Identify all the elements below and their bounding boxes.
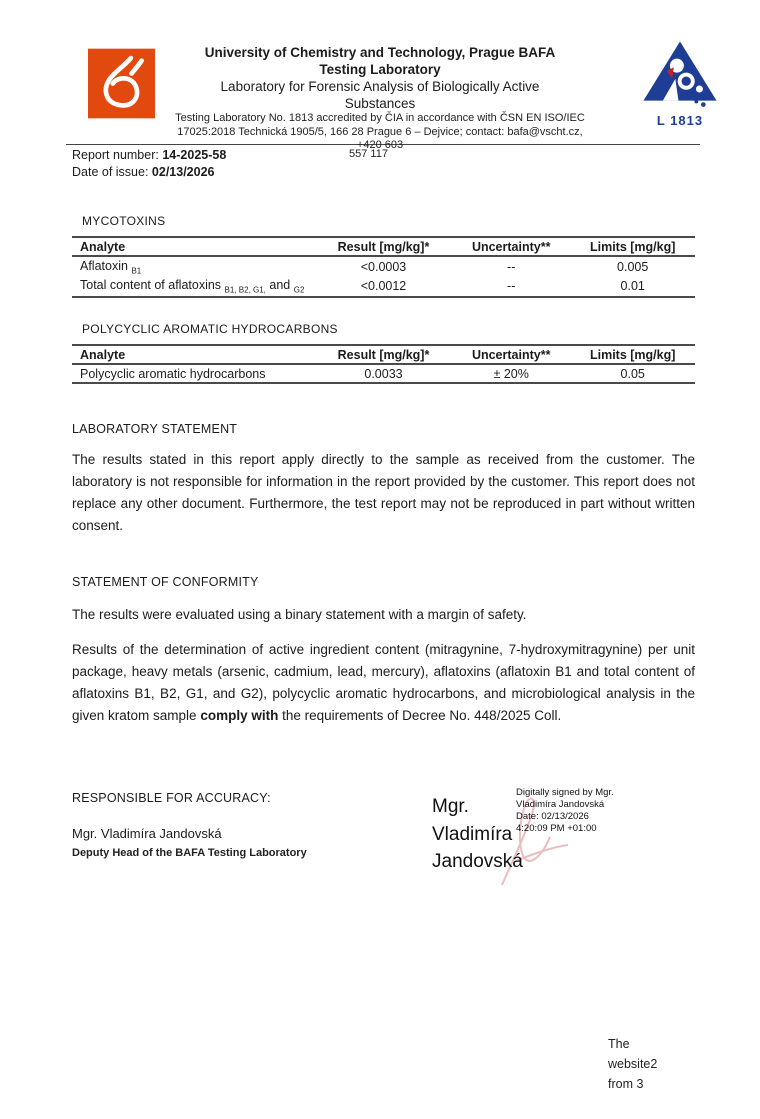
date-of-issue-value: 02/13/2026 bbox=[151, 164, 215, 179]
table-row bbox=[72, 364, 695, 383]
column-header-uncertainty: Uncertainty** bbox=[452, 345, 570, 364]
footer-line: from 3 bbox=[608, 1077, 644, 1091]
analyte-subscript: G2 bbox=[293, 285, 305, 295]
laboratory-statement-body: The results stated in this report apply directly to the sample as received from the customer. The laboratory is not responsible for information in the report provided by the customer. This report does not replace any other document. Furthermore, the test report may not be reproduced in part without written consent. bbox=[72, 452, 695, 533]
uncertainty-cell: -- bbox=[452, 277, 570, 298]
lab-title-line1: Laboratory for Forensic Analysis of Biologically Active bbox=[220, 79, 540, 94]
responsible-heading: RESPONSIBLE FOR ACCURACY: bbox=[72, 791, 271, 805]
column-header-uncertainty: Uncertainty** bbox=[452, 237, 570, 256]
table-header-row bbox=[72, 345, 695, 364]
mycotoxins-section-title: MYCOTOXINS bbox=[82, 214, 166, 228]
mycotoxins-table bbox=[72, 236, 695, 298]
table-row bbox=[72, 277, 695, 298]
date-of-issue-label: Date of issue: bbox=[72, 164, 149, 179]
header-titles bbox=[175, 44, 585, 153]
date-of-issue-line bbox=[72, 164, 695, 181]
conformity-statement-title: STATEMENT OF CONFORMITY bbox=[72, 575, 259, 589]
result-cell: <0.0003 bbox=[360, 259, 407, 274]
cia-accreditation-logo-icon bbox=[641, 40, 719, 110]
page-footer bbox=[608, 1034, 657, 1094]
conformity-body-after: the requirements of Decree No. 448/2025 Coll. bbox=[278, 708, 562, 723]
org-title-line2: Testing Laboratory bbox=[319, 62, 441, 77]
analyte-subscript: B1, B2, G1, bbox=[224, 285, 266, 295]
column-header-result: Result [mg/kg]* bbox=[315, 345, 452, 364]
digital-details-line: 4:20:09 PM +01:00 bbox=[516, 823, 597, 834]
table-row bbox=[72, 256, 695, 277]
analyte-cell bbox=[72, 277, 315, 298]
digital-name-line: Vladimíra bbox=[432, 823, 513, 845]
uncertainty-cell: ± 20% bbox=[452, 364, 570, 383]
org-title-line1: University of Chemistry and Technology, Prague BAFA bbox=[204, 45, 556, 60]
digital-name-line: Jandovská bbox=[432, 851, 523, 872]
report-body bbox=[72, 214, 695, 911]
uct-prague-logo-icon bbox=[88, 48, 155, 119]
report-page bbox=[0, 44, 760, 1119]
column-header-analyte: Analyte bbox=[72, 345, 315, 364]
laboratory-statement-title: LABORATORY STATEMENT bbox=[72, 422, 238, 436]
conformity-intro: The results were evaluated using a binary statement with a margin of safety. bbox=[72, 607, 527, 622]
footer-line: The bbox=[608, 1037, 630, 1051]
phone-continuation: 557 117 bbox=[349, 148, 388, 160]
footer-line: website2 bbox=[608, 1057, 658, 1071]
cia-accreditation-mark bbox=[636, 40, 724, 128]
analyte-name-mid: and bbox=[269, 278, 291, 292]
digital-details-line: Digitally signed by Mgr. bbox=[516, 787, 614, 798]
signatory-name: Mgr. Vladimíra Jandovská bbox=[72, 826, 222, 841]
conformity-body-bold: comply with bbox=[200, 708, 279, 723]
pah-table bbox=[72, 344, 695, 384]
report-number-value: 14-2025-58 bbox=[162, 148, 227, 162]
report-header bbox=[0, 44, 760, 151]
accreditation-line2: 17025:2018 Technická 1905/5, 166 28 Prague 6 – Dejvice; contact: bafa@vscht.cz, +420 603 bbox=[177, 125, 583, 151]
analyte-name: Polycyclic aromatic hydrocarbons bbox=[80, 366, 266, 381]
digital-details-line: Vladimíra Jandovská bbox=[516, 799, 605, 810]
accreditation-line1: Testing Laboratory No. 1813 accredited by ČIA in accordance with ČSN EN ISO/IEC bbox=[175, 112, 585, 124]
report-meta bbox=[72, 147, 695, 180]
digital-name-line: Mgr. bbox=[432, 796, 469, 817]
analyte-cell bbox=[72, 364, 315, 383]
limit-cell: 0.05 bbox=[570, 364, 695, 383]
signatory-role: Deputy Head of the BAFA Testing Laboratory bbox=[72, 847, 307, 859]
analyte-cell bbox=[72, 256, 315, 277]
cia-mark-number: L 1813 bbox=[656, 113, 704, 128]
column-header-limits: Limits [mg/kg] bbox=[570, 345, 695, 364]
result-cell: <0.0012 bbox=[315, 277, 452, 298]
column-header-analyte: Analyte bbox=[72, 237, 315, 256]
digital-details-line: Date: 02/13/2026 bbox=[516, 811, 589, 822]
limit-cell: 0.01 bbox=[570, 277, 695, 298]
column-header-limits: Limits [mg/kg] bbox=[570, 237, 695, 256]
digital-signature-details bbox=[516, 787, 656, 835]
report-number-label: Report number: bbox=[72, 148, 159, 162]
pah-section-title: POLYCYCLIC AROMATIC HYDROCARBONS bbox=[82, 322, 338, 336]
result-cell: 0.0033 bbox=[315, 364, 452, 383]
analyte-name: Aflatoxin bbox=[80, 258, 128, 273]
analyte-subscript: B1 bbox=[131, 266, 142, 275]
column-header-result: Result [mg/kg]* bbox=[315, 237, 452, 256]
limit-cell: 0.005 bbox=[617, 259, 649, 274]
digital-signature-block bbox=[432, 787, 692, 876]
table-header-row bbox=[72, 237, 695, 256]
uncertainty-cell: -- bbox=[507, 259, 516, 274]
signature-section bbox=[72, 787, 695, 911]
analyte-name: Total content of aflatoxins bbox=[80, 278, 222, 292]
lab-title-line2: Substances bbox=[344, 96, 416, 111]
conformity-body bbox=[72, 639, 695, 727]
conformity-body-before: Results of the determination of active ingredient content (mitragynine, 7-hydroxymitragynine) per unit package, heavy metals (arsenic, cadmium, lead, mercury), aflatoxins (aflatoxin B1 and total content of aflatoxins B1, B2, G1, and G2), polycyclic aromatic hydrocarbons, and microbiological analysis in the given kratom sample bbox=[72, 642, 695, 723]
